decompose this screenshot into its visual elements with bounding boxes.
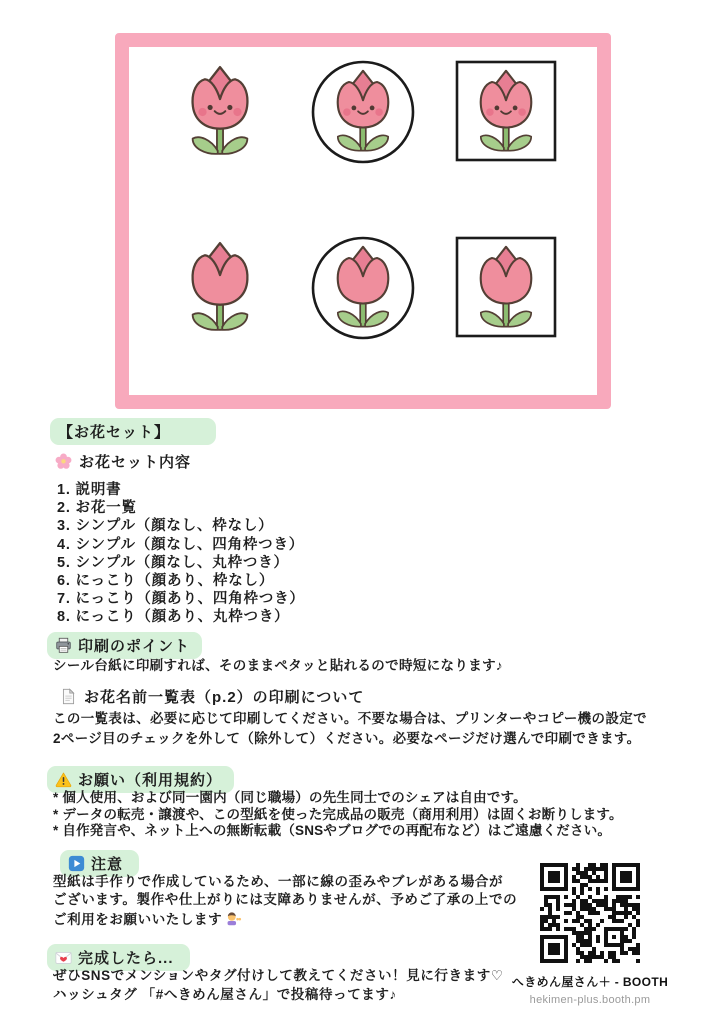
caution-body xyxy=(53,873,517,909)
printing-heading-pill xyxy=(47,632,202,659)
contents-list-item: 6. にっこり（顔あり、枠なし） xyxy=(57,572,275,589)
terms-heading-label: お願い（利用規約） xyxy=(78,772,223,789)
finished-body-line: ぜひSNSでメンションやタグ付けして教えてください！見に行きます♡ xyxy=(53,968,504,983)
printer-icon xyxy=(55,637,72,654)
tulip-plain-no-frame xyxy=(168,233,272,343)
contents-heading-label: お花セット内容 xyxy=(79,454,192,471)
preview-grid xyxy=(129,47,597,343)
list-print-body-line: 2ページ目のチェックを外して（除外して）ください。必要なページだけ選んで印刷できます。 xyxy=(53,731,641,746)
terms-bullet: * 自作発言や、ネット上への無断転載（SNSやブログでの再配布など）はご遠慮ください。 xyxy=(53,823,612,839)
contents-list-item: 2. お花一覧 xyxy=(57,500,137,517)
caution-body-line: ございます。製作や仕上がりには支障ありませんが、予めご了承の上での xyxy=(53,892,518,907)
tulip-plain-square-frame xyxy=(454,233,558,343)
preview-row-plain xyxy=(129,233,597,343)
finished-heading-label: 完成したら... xyxy=(78,950,174,967)
caution-heading-label: 注意 xyxy=(91,856,124,873)
list-print-heading-label: お花名前一覧表（p.2）の印刷について xyxy=(84,689,365,706)
contents-list-item: 7. にっこり（顔あり、四角枠つき） xyxy=(57,591,305,608)
caution-last-line-text: ご利用をお願いいたします xyxy=(53,912,223,927)
qr-code xyxy=(540,863,640,963)
qr-block xyxy=(488,863,692,1006)
tulip-plain-circle-frame xyxy=(311,233,415,343)
warning-icon xyxy=(55,771,72,788)
printing-body: シール台紙に印刷すれば、そのままペタッと貼れるので時短になります♪ xyxy=(53,658,504,673)
terms-heading-pill xyxy=(47,766,234,793)
list-print-body xyxy=(53,709,647,749)
contents-list-item: 1. 説明書 xyxy=(57,482,122,498)
finished-body-line: ハッシュタグ 「#へきめん屋さん」で投稿待ってます♪ xyxy=(53,987,397,1002)
terms-bullets xyxy=(53,790,623,840)
contents-list xyxy=(57,478,305,624)
love-letter-icon xyxy=(55,949,72,966)
finished-body xyxy=(53,966,504,1004)
contents-heading xyxy=(55,451,191,472)
play-button-icon xyxy=(68,855,85,872)
caution-last-line xyxy=(53,909,242,927)
tulip-smile-circle-frame xyxy=(311,57,415,167)
page-icon xyxy=(60,688,77,705)
caution-body-line: 型紙は手作りで作成しているため、一部に線の歪みやブレがある場合が xyxy=(53,874,504,889)
contents-list-item: 4. シンプル（顔なし、四角枠つき） xyxy=(57,536,305,553)
tulip-smile-square-frame xyxy=(454,57,558,167)
terms-bullet: * データの転売・譲渡や、この型紙を使った完成品の販売（商用利用）は固くお断りします。 xyxy=(53,806,623,822)
contents-list-item: 3. シンプル（顔なし、枠なし） xyxy=(57,518,274,535)
cherry-blossom-icon xyxy=(55,453,72,470)
qr-url: hekimen-plus.booth.pm xyxy=(529,994,651,1006)
contents-list-item: 5. シンプル（顔なし、丸枠つき） xyxy=(57,554,289,571)
contents-list-item: 8. にっこり（顔あり、丸枠つき） xyxy=(57,609,290,626)
printing-heading-label: 印刷のポイント xyxy=(78,638,191,655)
preview-row-smile xyxy=(129,57,597,167)
set-title-pill xyxy=(50,418,216,445)
terms-bullet: * 個人使用、および同一園内（同じ職場）の先生同士でのシェアは自由です。 xyxy=(53,790,527,805)
preview-frame xyxy=(115,33,611,409)
list-print-body-line: この一覧表は、必要に応じて印刷してください。不要な場合は、プリンターやコピー機の設定で xyxy=(53,711,647,726)
set-title-label: 【お花セット】 xyxy=(58,424,171,441)
bowing-person-icon xyxy=(225,910,242,927)
tulip-smile-no-frame xyxy=(168,57,272,167)
qr-shop-title: へきめん屋さん＋ - BOOTH xyxy=(511,975,669,989)
list-print-heading xyxy=(60,686,364,707)
